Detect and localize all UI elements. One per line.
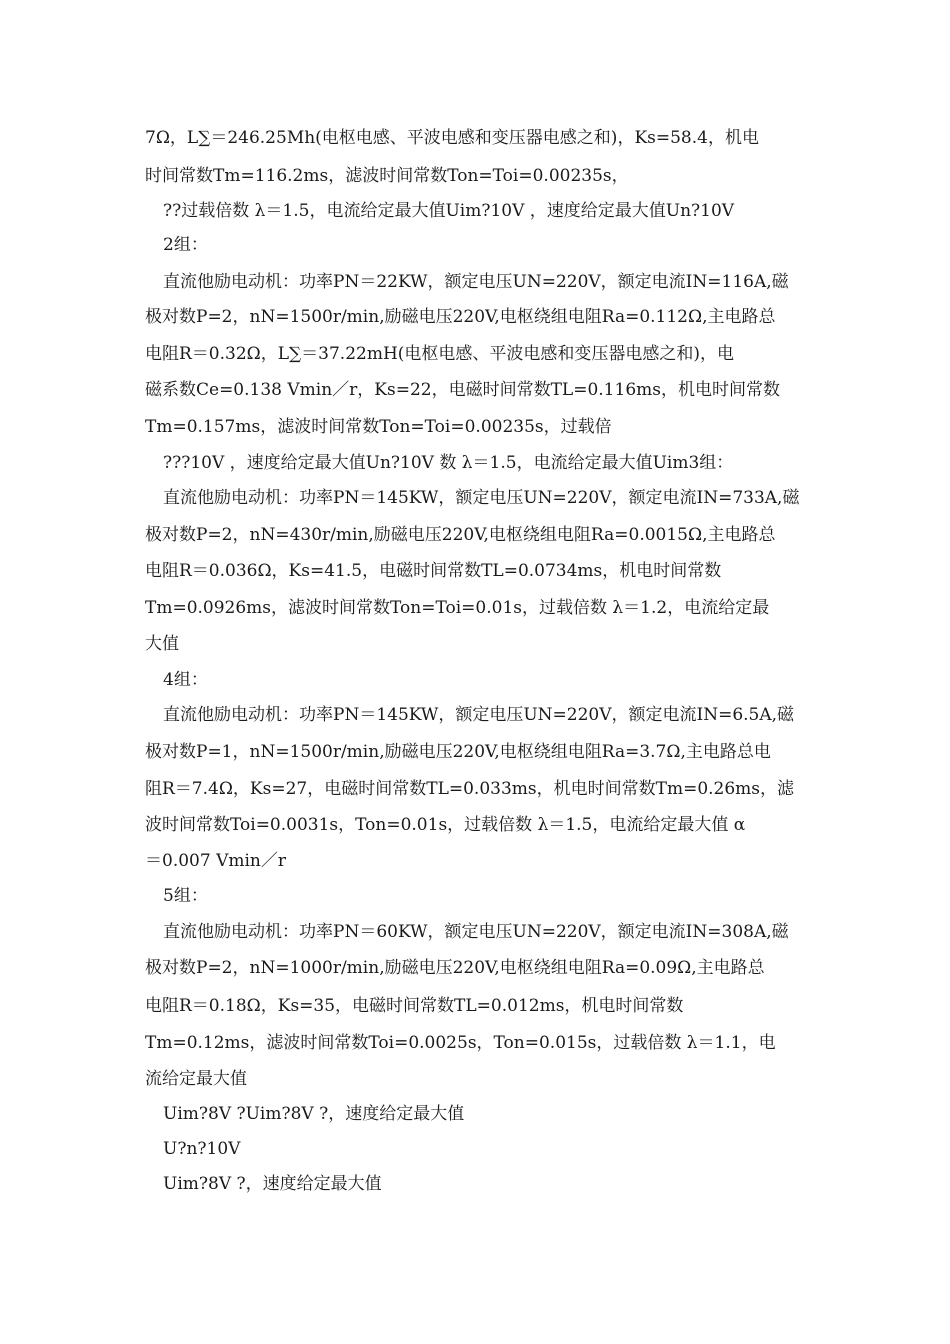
text-line: 大值 <box>145 634 179 654</box>
text-line: Tm=0.157ms，滤波时间常数Ton=Toi=0.00235s，过载倍 <box>145 417 612 437</box>
group-heading: 4组： <box>163 670 208 690</box>
text-line: 直流他励电动机：功率PN＝60KW，额定电压UN=220V，额定电流IN=308A,磁 <box>163 922 789 942</box>
text-line: 极对数P=2，nN=430r/min,励磁电压220V,电枢绕组电阻Ra=0.0015Ω,主电路总 <box>145 525 776 545</box>
text-line: 电阻R＝0.32Ω，L∑＝37.22mH(电枢电感、平波电感和变压器电感之和)，电 <box>145 344 735 364</box>
text-line: 极对数P=1，nN=1500r/min,励磁电压220V,电枢绕组电阻Ra=3.7Ω,主电路总电 <box>145 742 771 762</box>
text-line: U?n?10V <box>163 1139 241 1159</box>
group-heading: 2组： <box>163 235 208 255</box>
text-line: 直流他励电动机：功率PN＝22KW，额定电压UN=220V，额定电流IN=116A,磁 <box>163 272 789 292</box>
text-line: 电阻R＝0.036Ω，Ks=41.5，电磁时间常数TL=0.0734ms，机电时间常数 <box>145 561 722 581</box>
text-line: 7Ω，L∑＝246.25Mh(电枢电感、平波电感和变压器电感之和)，Ks=58.4，机电 <box>145 128 759 148</box>
text-line: Tm=0.0926ms，滤波时间常数Ton=Toi=0.01s，过载倍数 λ＝1.2，电流给定最 <box>145 598 770 618</box>
text-line: 流给定最大值 <box>145 1069 247 1089</box>
text-line: 阻R＝7.4Ω，Ks=27，电磁时间常数TL=0.033ms，机电时间常数Tm=0.26ms，滤 <box>145 779 795 799</box>
text-line: 直流他励电动机：功率PN＝145KW，额定电压UN=220V，额定电流IN=6.5A,磁 <box>163 705 795 725</box>
text-line: 时间常数Tm=116.2ms，滤波时间常数Ton=Toi=0.00235s， <box>145 166 629 186</box>
text-line: Uim?8V ?，速度给定最大值 <box>163 1174 382 1194</box>
text-line: Tm=0.12ms，滤波时间常数Toi=0.0025s，Ton=0.015s，过载倍数 λ＝1.1，电 <box>145 1033 776 1053</box>
text-line: ???10V ，速度给定最大值Un?10V 数 λ＝1.5，电流给定最大值Uim3组： <box>163 453 734 473</box>
text-line: 直流他励电动机：功率PN＝145KW，额定电压UN=220V，额定电流IN=733A,磁 <box>163 488 800 508</box>
text-line: 电阻R＝0.18Ω，Ks=35，电磁时间常数TL=0.012ms，机电时间常数 <box>145 996 684 1016</box>
text-line: 磁系数Ce=0.138 Vmin／r，Ks=22，电磁时间常数TL=0.116ms，机电时间常数 <box>145 380 780 400</box>
text-line: 极对数P=2，nN=1500r/min,励磁电压220V,电枢绕组电阻Ra=0.112Ω,主电路总 <box>145 307 776 327</box>
text-line: ＝0.007 Vmin／r <box>145 851 286 871</box>
group-heading: 5组： <box>163 886 208 906</box>
text-line: 波时间常数Toi=0.0031s，Ton=0.01s，过载倍数 λ＝1.5，电流给定最大值 α <box>145 815 746 835</box>
text-line: ??过载倍数 λ＝1.5，电流给定最大值Uim?10V ，速度给定最大值Un?10V <box>163 201 735 221</box>
text-line: Uim?8V ?Uim?8V ?，速度给定最大值 <box>163 1104 465 1124</box>
text-line: 极对数P=2，nN=1000r/min,励磁电压220V,电枢绕组电阻Ra=0.09Ω,主电路总 <box>145 958 765 978</box>
